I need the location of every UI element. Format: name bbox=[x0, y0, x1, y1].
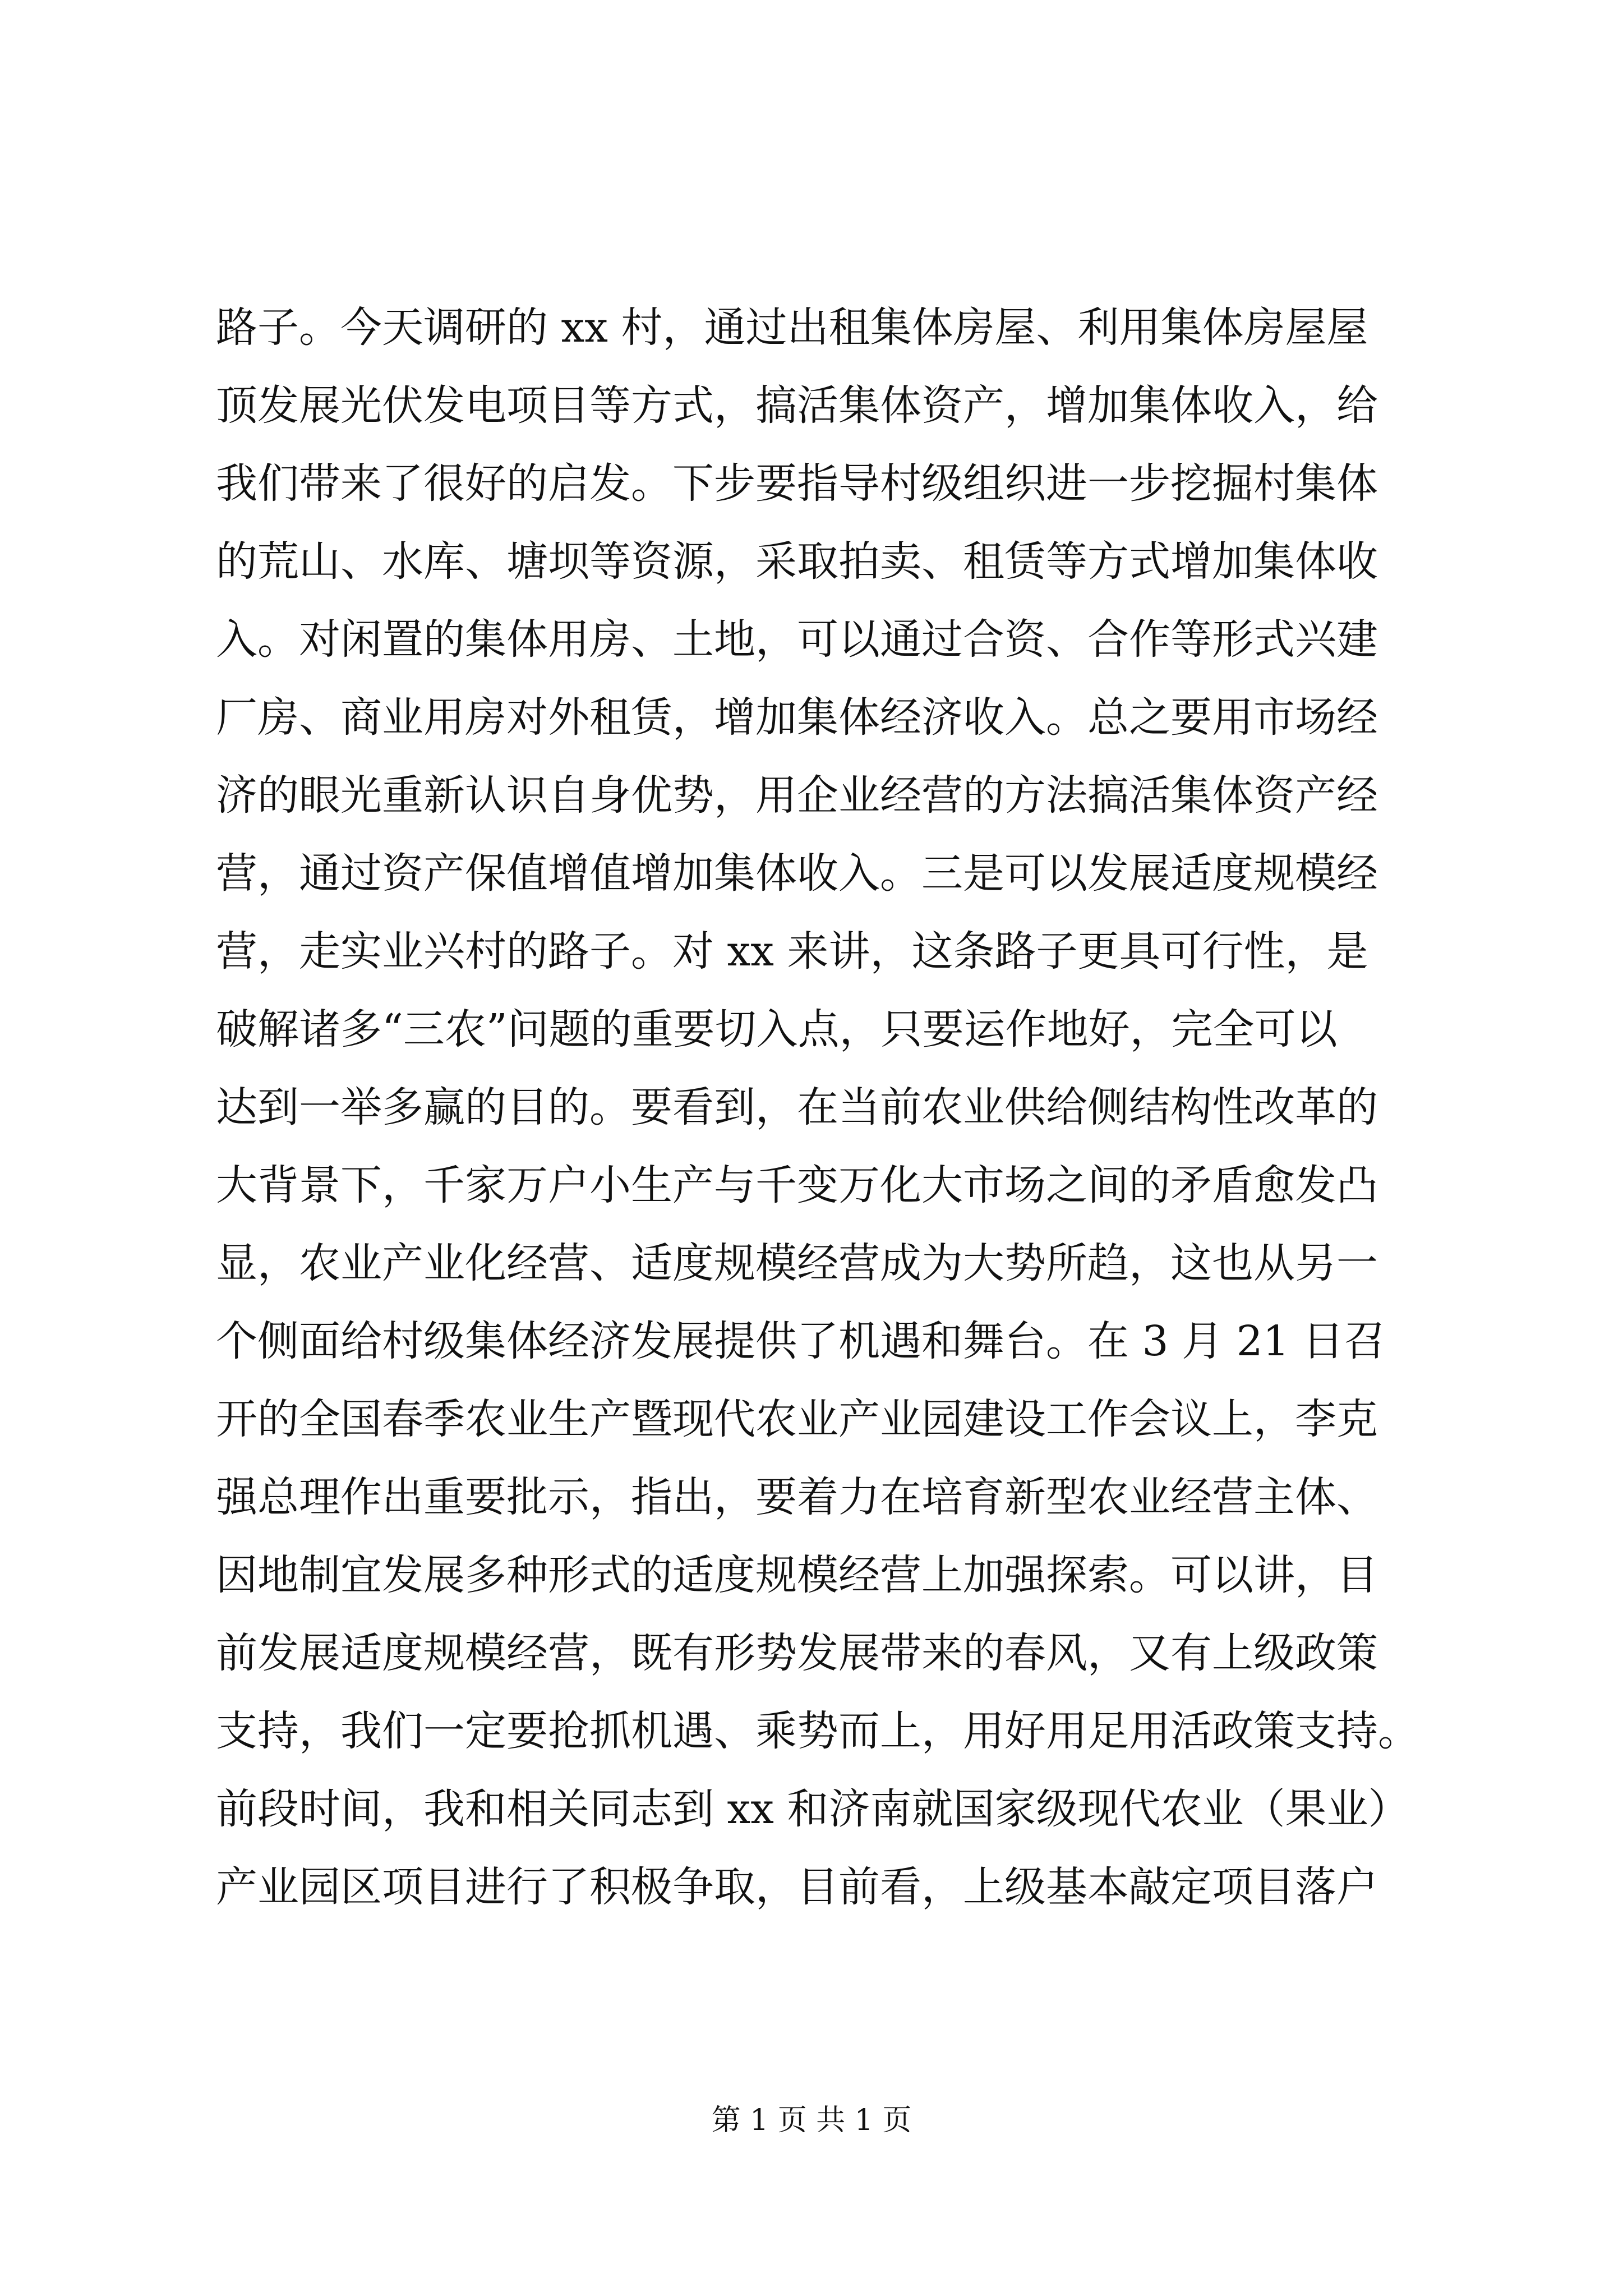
text-line: 营，通过资产保值增值增加集体收入。三是可以发展适度规模经 bbox=[216, 849, 1378, 898]
text-line: 大背景下，千家万户小生产与千变万化大市场之间的矛盾愈发凸 bbox=[216, 1161, 1378, 1209]
text-line: 路子。今天调研的 xx 村，通过出租集体房屋、利用集体房屋屋 bbox=[216, 303, 1368, 352]
text-line: 显，农业产业化经营、适度规模经营成为大势所趋，这也从另一 bbox=[216, 1239, 1378, 1287]
text-line: 开的全国春季农业生产暨现代农业产业园建设工作会议上，李克 bbox=[216, 1395, 1378, 1443]
text-line: 顶发展光伏发电项目等方式，搞活集体资产，增加集体收入，给 bbox=[216, 381, 1378, 430]
text-line: 产业园区项目进行了积极争取，目前看，上级基本敲定项目落户 bbox=[216, 1863, 1378, 1911]
text-line: 前发展适度规模经营，既有形势发展带来的春风，又有上级政策 bbox=[216, 1629, 1378, 1677]
text-line: 个侧面给村级集体经济发展提供了机遇和舞台。在 3 月 21 日召 bbox=[216, 1317, 1386, 1365]
text-line: 强总理作出重要批示，指出，要着力在培育新型农业经营主体、 bbox=[216, 1473, 1378, 1521]
text-line: 因地制宜发展多种形式的适度规模经营上加强探索。可以讲，目 bbox=[216, 1551, 1378, 1599]
text-line: 支持，我们一定要抢抓机遇、乘势而上，用好用足用活政策支持。 bbox=[216, 1707, 1419, 1755]
body-text bbox=[216, 289, 1427, 1926]
text-line: 济的眼光重新认识自身优势，用企业经营的方法搞活集体资产经 bbox=[216, 771, 1378, 820]
text-line: 达到一举多赢的目的。要看到，在当前农业供给侧结构性改革的 bbox=[216, 1083, 1378, 1131]
text-line: 我们带来了很好的启发。下步要指导村级组织进一步挖掘村集体 bbox=[216, 459, 1378, 508]
text-line: 入。对闲置的集体用房、土地，可以通过合资、合作等形式兴建 bbox=[216, 615, 1378, 664]
page-footer: 第 1 页 共 1 页 bbox=[711, 2104, 912, 2137]
text-line: 的荒山、水库、塘坝等资源，采取拍卖、租赁等方式增加集体收 bbox=[216, 537, 1378, 586]
text-line: 前段时间，我和相关同志到 xx 和济南就国家级现代农业（果业） bbox=[216, 1785, 1410, 1833]
text-line: 厂房、商业用房对外租赁，增加集体经济收入。总之要用市场经 bbox=[216, 693, 1378, 742]
text-line: 营，走实业兴村的路子。对 xx 来讲，这条路子更具可行性，是 bbox=[216, 927, 1368, 976]
text-line: 破解诸多“三农”问题的重要切入点，只要运作地好，完全可以 bbox=[216, 1005, 1338, 1053]
